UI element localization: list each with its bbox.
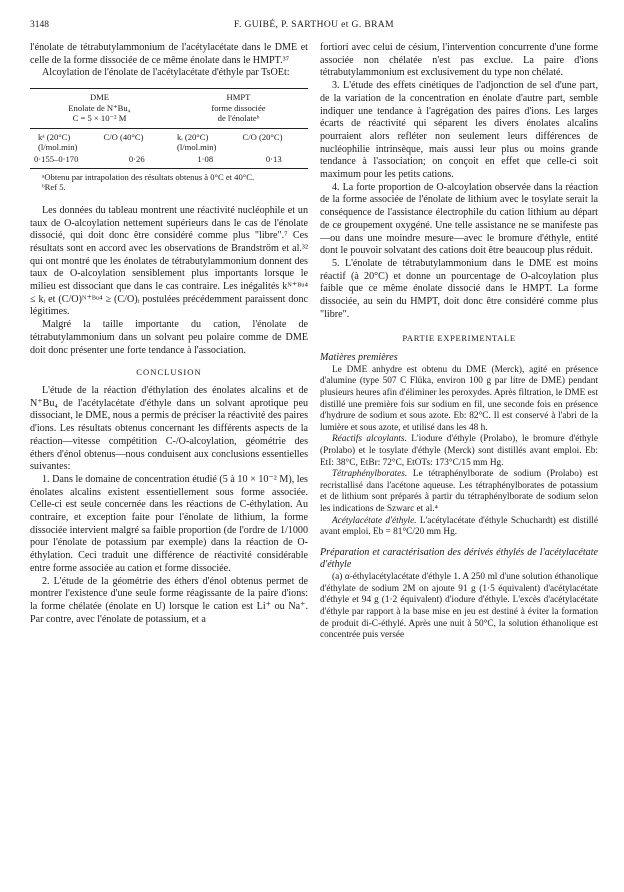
paragraph: Alcoylation de l'énolate de l'acétylacétate d'éthyle par TsOEt: (42, 67, 290, 79)
section-heading-conclusion: CONCLUSION (136, 367, 202, 378)
table-group-header (30, 89, 308, 129)
paragraph: Les données du tableau montrent une réactivité nucléophile et un taux de O-alcoylation nettement supérieurs dans le cas de l'énolate dissocié, qui doit donc être considéré comme plus "libre".⁷ Ces résultats sont en accord avec les observations de Brandström et al.³² qui ont montré que les énolates de tétrabutylammonium donnent des taux de O-alcoylation sensiblement plus importants lorsque le milieu est dissociant que dans le cas contraire. Les inégalités kᴺ⁺ᴮᵘ⁴ ≤ kᵢ et (C/O)ᴺ⁺ᴮᵘ⁴ ≥ (C/O)ᵢ postulées précédemment paraissent donc légitimes. (30, 204, 308, 318)
inline-heading: Tétraphénylborates. (332, 469, 408, 480)
table-row (30, 153, 308, 168)
paragraph-text: L'iodure d'éthyle (Prolabo), le bromure d'éthyle (Prolabo) et le tosylate d'éthyle (Merck) sont distillés avant emploi. Eb: EtI: 38°C, EtBr: 72°C, EtOTs: 173°C/15 mm Hg. (320, 434, 598, 468)
paragraph: (a) α-éthylacétylacétate d'éthyle 1. A 250 ml d'une solution éthanolique d'éthylate de sodium 2M on ajoute 91 g (1·5 équivalent) d'acétylacétate d'éthyle et 94 g (1·2 équivalent) d'iodure d'éthyle. L'excès d'acétylacétate d'éthyle par rapport à la base mise en jeu est destiné à éviter la formation de produit di-C-éthylé. Après une nuit à 50°C, la solution éthanolique est concentrée puis versée (320, 572, 598, 641)
paragraph (320, 469, 598, 515)
column-header: kᵃ (20°C) (l/mol.min) (38, 131, 78, 153)
paragraph: 2. L'étude de la géométrie des éthers d'énol obtenus permet de montrer l'existence d'une seule forme réagissante de la paire d'ions: la forme chélatée (énolate en U) lorsque le cation est Li⁺ ou Na⁺. Par contre, avec l'énolate de potassium, et a (30, 575, 308, 625)
hmpt-subtitle-2: de l'énolateᵇ (217, 113, 260, 124)
subsection-heading: Matières premières (320, 352, 398, 364)
hmpt-label: HMPT (226, 92, 251, 103)
paragraph (320, 516, 598, 539)
right-column (320, 42, 598, 642)
results-table (30, 88, 308, 169)
table-column-headers (30, 129, 308, 153)
table-footnotes (30, 172, 308, 193)
paragraph (320, 434, 598, 469)
column-header: C/O (40°C) (103, 131, 144, 142)
paragraph: 1. Dans le domaine de concentration étudié (5 à 10 × 10⁻² M), les énolates alcalins existent essentiellement sous forme associée. Celle-ci est seule concernée dans les réactions de C-éthylation. Au contraire, et exception faite pour l'énolate de lithium, la forme dissociée intervient malgré sa faible proportion (de l'ordre de 1/1000 pour l'énolate de potassium par exemple) dans la réaction de O-éthylation. Ceci traduit une différence de réactivité considérable entre forme associée au cation et forme dissociée. (30, 473, 308, 574)
hmpt-subtitle: forme dissociée (211, 102, 266, 113)
paragraph: Le DME anhydre est obtenu du DME (Merck), agité en présence d'alumine (type 507 C Flüka, environ 100 g par litre de DME) pendant plusieurs heures afin d'éliminer les peroxydes. Après filtration, le DME est distillé une première fois sur sodium en fil, une seconde fois en présence d'hydrure de sodium et sous azote. Eb: 82°C. Il est conservé à l'abri de la lumière et sous azote, et utilisé dans les 48 h. (320, 364, 598, 433)
section-heading-experimental: PARTIE EXPERIMENTALE (402, 333, 516, 344)
footnote-a: ᵃObtenu par intrapolation des résultats obtenus à 0°C et 40°C. (42, 171, 255, 182)
page-number: 3148 (30, 20, 49, 30)
table-cell: 0·155–0·170 (34, 154, 79, 165)
running-title: F. GUIBÉ, P. SARTHOU et G. BRAM (234, 20, 394, 30)
paragraph: 3. L'étude des effets cinétiques de l'adjonction de sel d'une part, de la variation de la concentration en énolate d'autre part, semble indiquer une tendance à l'agrégation des paires d'ions. Les larges écarts de réactivité qui séparent les divers énolates alcalins pourraient alors refléter non seulement leurs différences de nucléophilie intrinsèque, mais aussi leur plus ou moins grande tendance à l'association; on conçoit en effet que celle-ci soit maximum pour les petits cations. (320, 80, 598, 181)
paragraph: 4. La forte proportion de O-alcoylation observée dans la réaction de la forme associée de l'énolate de lithium avec le tosylate serait la conséquence de l'assistance électrophile du cation lithium au départ de ce groupement oxygéné. Une telle assistance ne se manifeste pas—ou dans une moindre mesure—avec le bromure d'éthyle, entité dont le pouvoir solvatant des cations doit être beaucoup plus réduit. (320, 181, 598, 257)
paragraph: L'étude de la réaction d'éthylation des énolates alcalins et de N⁺Bu₄ de l'acétylacétate d'éthyle dans un solvant aprotique peu dissociant, le DME, nous a permis de préciser la réactivité des paires d'ions. Les résultats obtenus concernant les différents aspects de la réaction—vitesse compétition C-/O-alcoylation, géométrie des éthers d'énol obtenus—nous conduisent aux conclusions essentielles suivantes: (30, 385, 308, 473)
inline-heading: Réactifs alcoylants. (332, 434, 407, 445)
table-cell: 1·08 (197, 154, 214, 165)
dme-label: DME (89, 92, 110, 103)
dme-group-header (30, 92, 169, 124)
paragraph-text: Le tétraphénylborate de sodium (Prolabo) est recristallisé dans l'acétone aqueuse. Les tétraphénylborates de potassium et de lithium sont préparés à partir du tétraphénylborate de sodium selon les indications de Szwarc et al.⁴ (320, 469, 598, 514)
inline-heading: Acétylacétate d'éthyle. (332, 515, 417, 526)
paragraph: fortiori avec celui de césium, l'intervention concurrente d'une forme associée non chélatée n'est pas exclue. La paire d'ions tétrabutylammonium est exclusivement du type non chélaté. (320, 42, 598, 79)
subsection-heading: Préparation et caractérisation des dérivés éthylés de l'acétylacétate d'éthyle (320, 546, 598, 571)
dme-concentration: C = 5 × 10⁻² M (72, 113, 127, 124)
column-header: C/O (20°C) (242, 131, 283, 142)
footnote-b: ᵇRef 5. (42, 182, 66, 193)
hmpt-group-header (169, 92, 308, 124)
table-cell: 0·26 (128, 154, 145, 165)
paragraph-text: L'acétylacétate d'éthyle Schuchardt) est distillé avant emploi. Eb = 81°C/20 mm Hg. (320, 515, 598, 538)
left-column (30, 42, 308, 626)
paragraph: Malgré la taille importante du cation, l'énolate de tétrabutylammonium dans un solvant peu polaire comme de DME doit donc présenter une forte tendance à l'association. (30, 319, 308, 356)
dme-subtitle: Enolate de N⁺Bu₄ (68, 102, 131, 113)
paragraph: 5. L'énolate de tétrabutylammonium dans le DME est moins réactif (à 20°C) et donne un pourcentage de O-alcoylation plus faible que ce même énolate dissocié dans le HMPT. La forme dissociée, au sein du HMPT, doit donc être considéré comme plus "libre". (320, 257, 598, 320)
column-header: kᵢ (20°C) (l/mol.min) (177, 131, 217, 153)
paragraph: l'énolate de tétrabutylammonium de l'acétylacétate dans le DME et celle de la forme dissociée de ce même énolate dans le HMPT.³⁷ (30, 42, 308, 66)
running-header (30, 20, 598, 34)
table-cell: 0·13 (265, 154, 282, 165)
